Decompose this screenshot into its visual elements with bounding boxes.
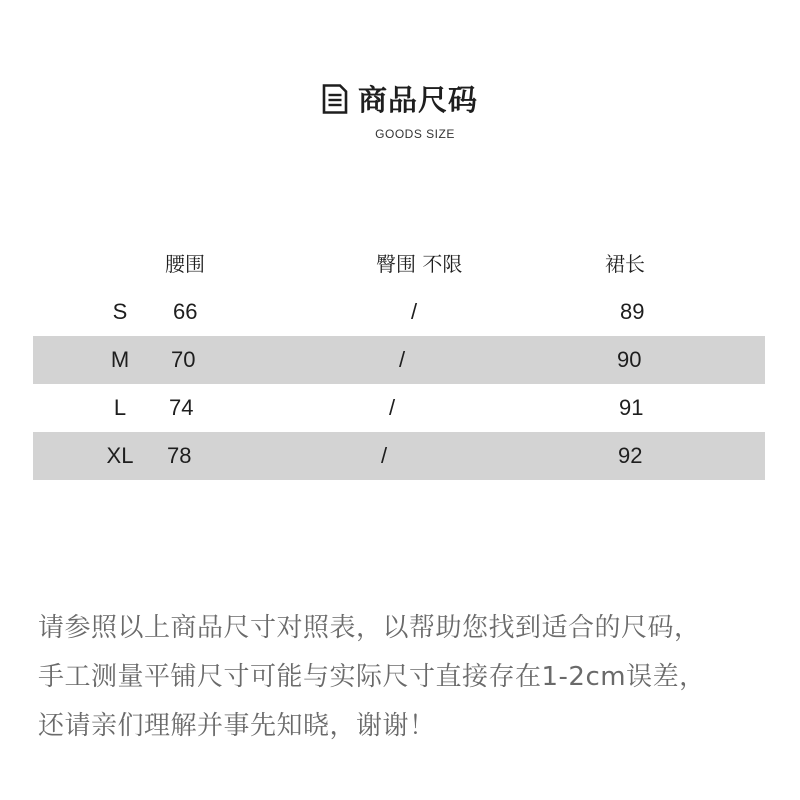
length-value: 91 (619, 395, 644, 420)
page-title: 商品尺码 (357, 83, 478, 117)
waist-value: 74 (169, 395, 194, 420)
document-icon (322, 84, 348, 114)
hip-value: / (411, 299, 418, 324)
waist-value: 70 (171, 347, 196, 372)
waist-value: 66 (173, 299, 198, 324)
table-row (33, 384, 765, 432)
note-line: 手工测量平铺尺寸可能与实际尺寸直接存在1-2cm误差， (38, 662, 706, 692)
size-label: M (110, 347, 130, 372)
header (0, 78, 800, 141)
hip-value: / (399, 347, 406, 372)
note-line: 还请亲们理解并事先知晓，谢谢！ (38, 711, 436, 741)
length-value: 89 (620, 299, 645, 324)
size-notes (38, 604, 788, 751)
size-table (33, 240, 765, 480)
table-row (33, 336, 765, 384)
length-value: 90 (617, 347, 642, 372)
column-header-hip: 臀围 不限 (376, 252, 463, 276)
note-line: 请参照以上商品尺寸对照表，以帮助您找到适合的尺码， (38, 613, 701, 643)
size-label: XL (106, 443, 134, 468)
size-label: S (112, 299, 128, 324)
page-subtitle: GOODS SIZE (375, 127, 455, 141)
table-row (33, 288, 765, 336)
waist-value: 78 (167, 443, 192, 468)
column-header-waist: 腰围 (165, 252, 205, 276)
length-value: 92 (618, 443, 643, 468)
title-line (0, 78, 800, 119)
hip-value: / (389, 395, 396, 420)
table-row (33, 432, 765, 480)
table-header-row (33, 240, 765, 288)
column-header-length: 裙长 (605, 252, 645, 276)
hip-value: / (381, 443, 388, 468)
size-label: L (113, 395, 127, 420)
